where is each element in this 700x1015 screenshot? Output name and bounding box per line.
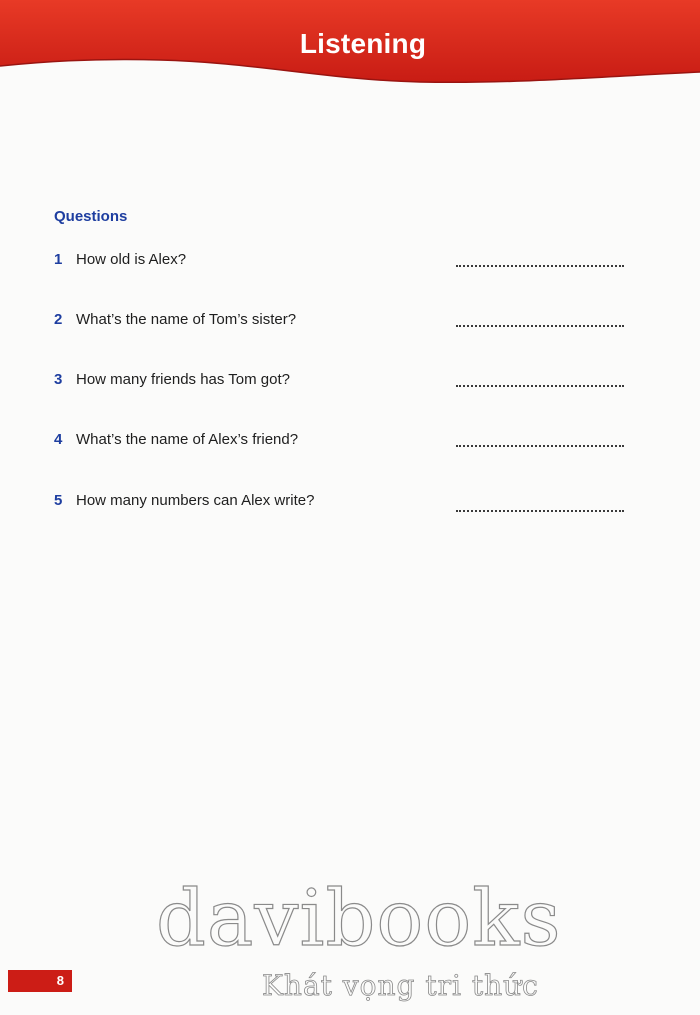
answer-line-5[interactable] [456,496,624,512]
question-number: 3 [54,371,63,388]
page-title: Listening [299,28,427,59]
answer-line-4[interactable] [456,431,624,447]
question-number: 2 [54,311,63,328]
answer-line-2[interactable] [456,311,624,327]
question-row-1 [54,251,624,281]
question-text: What’s the name of Tom’s sister? [76,311,297,328]
page-number: 8 [56,973,64,988]
question-row-5 [54,492,624,522]
watermark-tagline: Khát vọng tri thức [262,969,539,1002]
question-text: How many friends has Tom got? [76,371,290,388]
answer-line-3[interactable] [456,371,624,387]
question-row-4 [54,431,624,461]
answer-line-1[interactable] [456,251,624,267]
question-number: 5 [54,492,63,509]
question-text: What’s the name of Alex’s friend? [76,431,299,448]
question-row-3 [54,371,624,401]
question-text: How many numbers can Alex write? [76,492,315,509]
question-row-2 [54,311,624,341]
question-number: 4 [54,431,63,448]
question-text: How old is Alex? [76,251,187,268]
question-number: 1 [54,251,63,268]
page-number-tab [8,970,72,992]
questions-heading: Questions [54,208,128,225]
watermark-brand: davibooks [156,874,562,964]
